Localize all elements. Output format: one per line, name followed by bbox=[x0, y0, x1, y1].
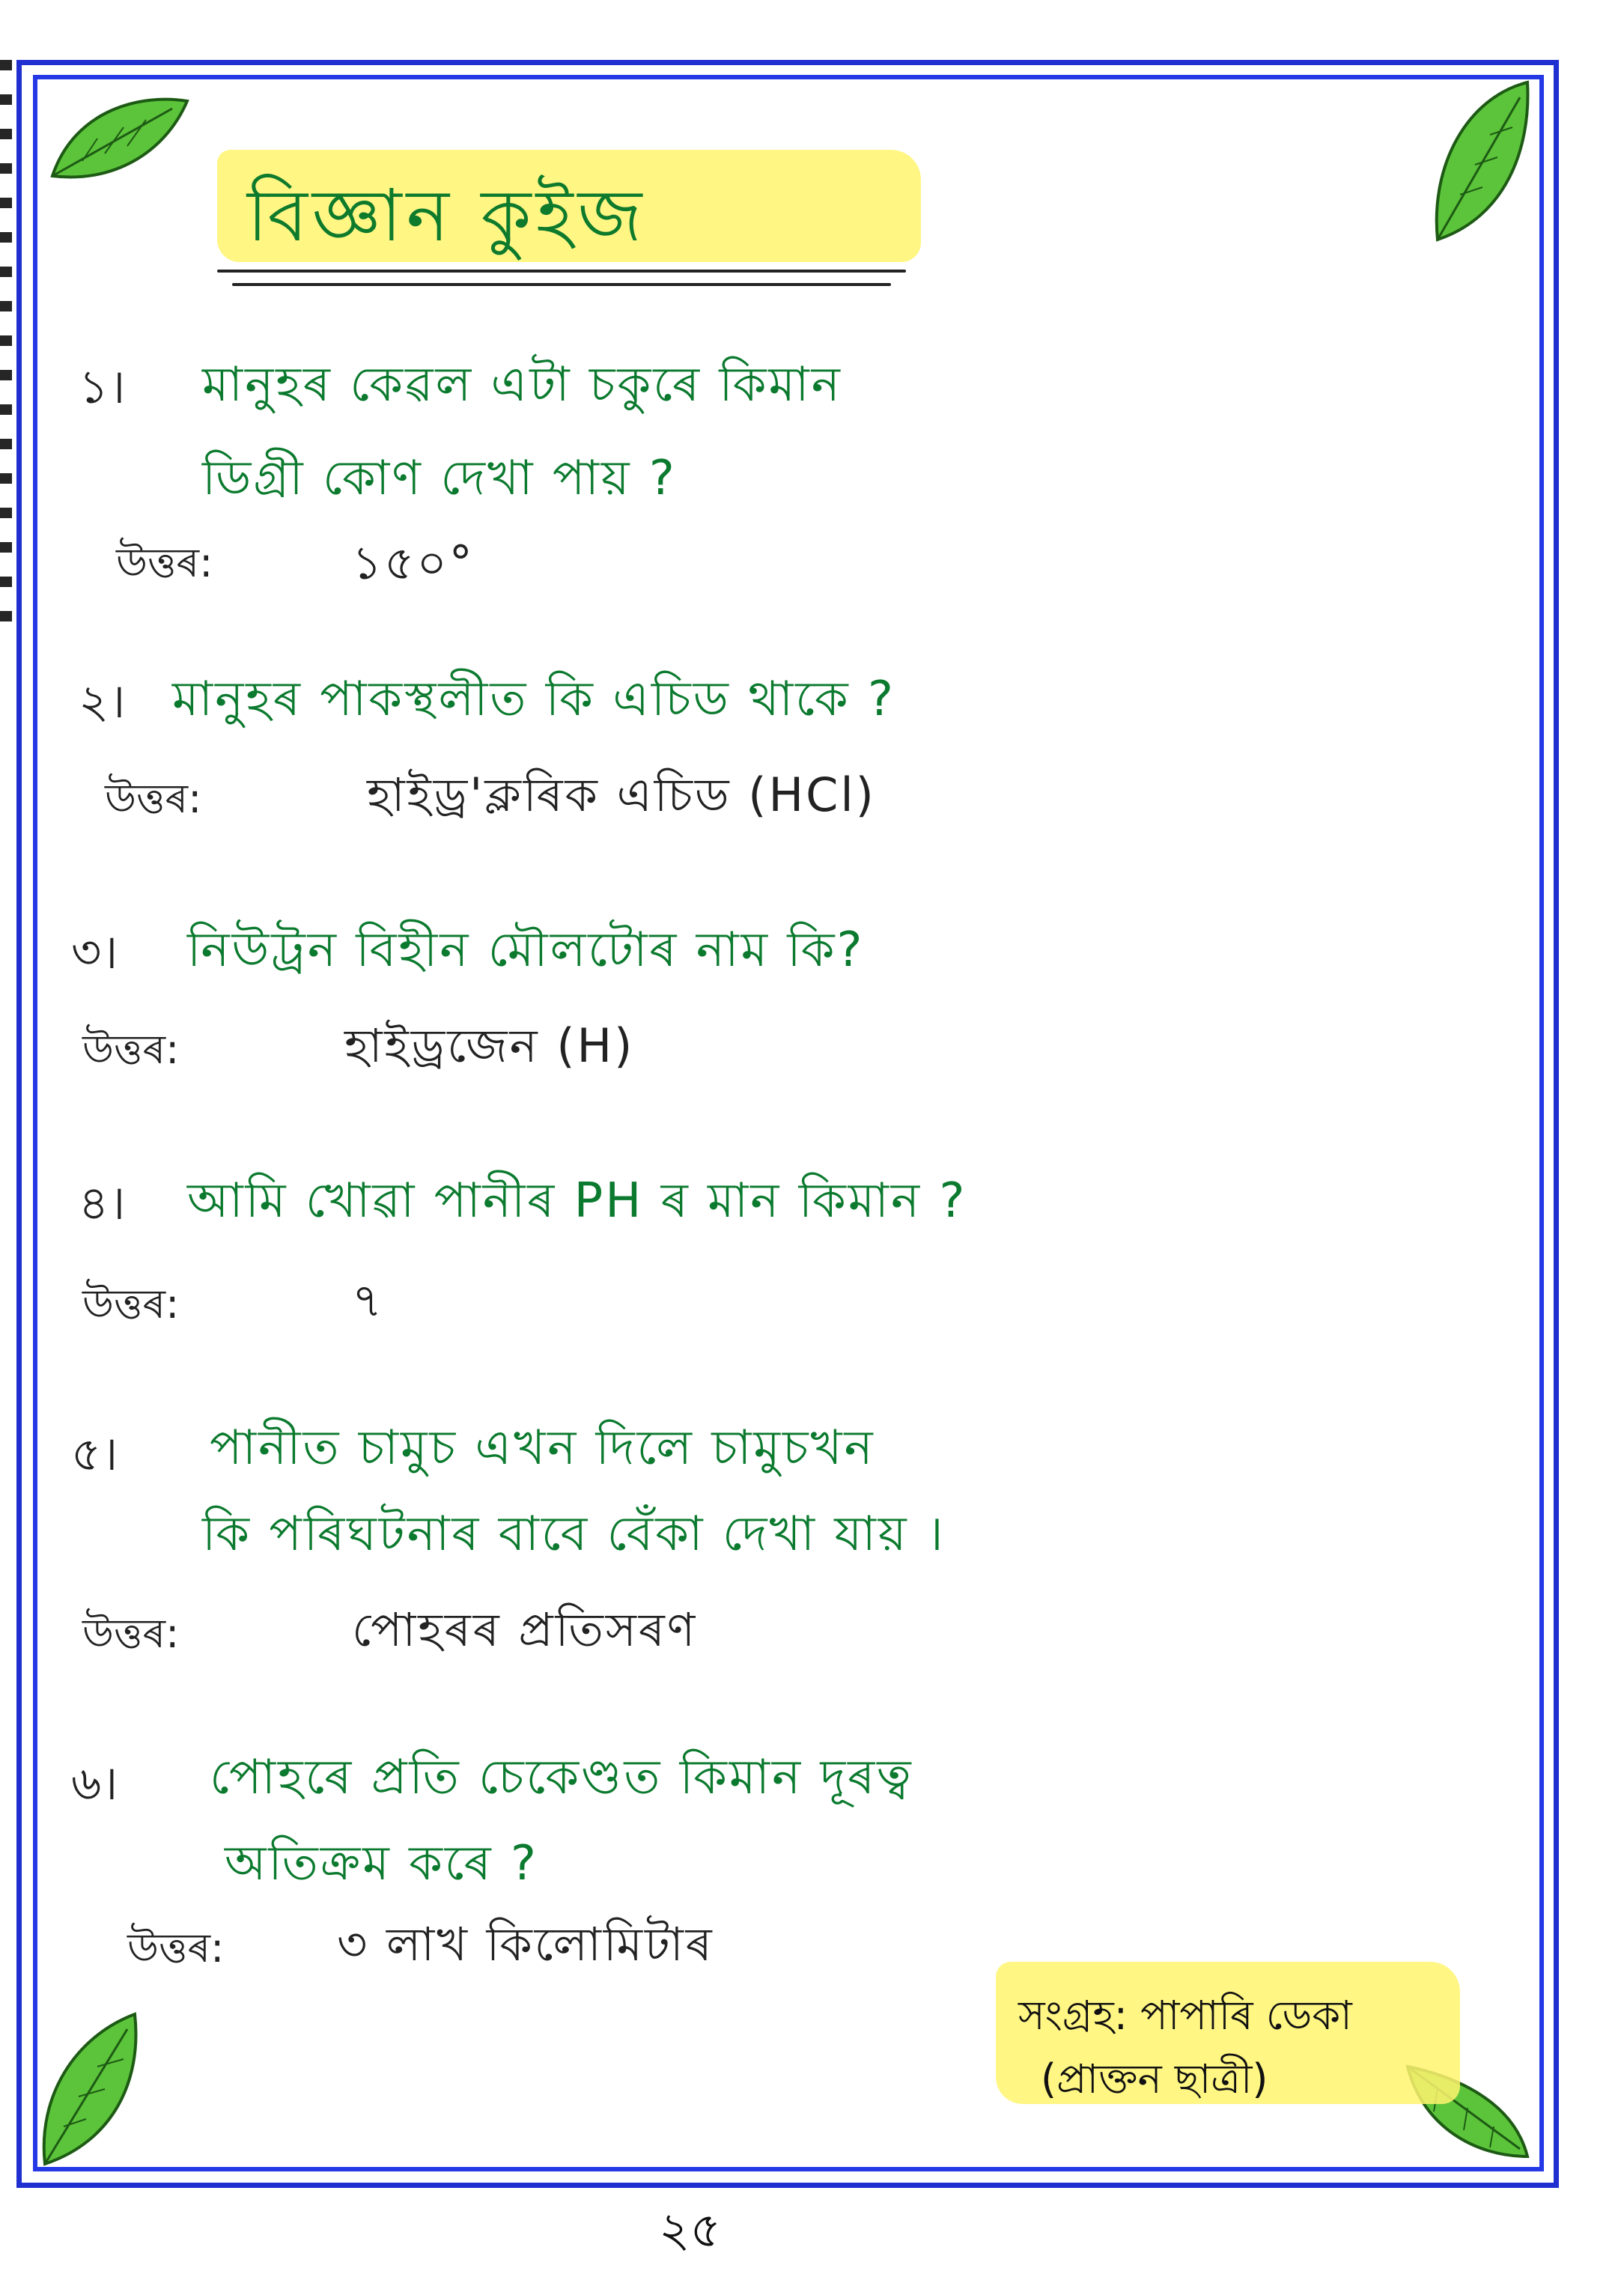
answer-text: হাইড্ৰ'ক্লৰিক এচিড (HCl) bbox=[367, 767, 876, 822]
answer-label: উত্তৰ: bbox=[82, 1280, 180, 1328]
title-block bbox=[217, 150, 936, 292]
question-number: ৬। bbox=[71, 1756, 118, 1811]
title-underline bbox=[232, 283, 891, 286]
question-text: মানুহৰ পাকস্থলীত কি এচিড থাকে ? bbox=[172, 672, 896, 727]
question-text: পোহৰে প্ৰতি চেকেণ্ডত কিমান দূৰত্ব bbox=[210, 1750, 913, 1805]
title-underline bbox=[217, 270, 906, 273]
question-text: কি পৰিঘটনাৰ বাবে বেঁকা দেখা যায় । bbox=[202, 1507, 946, 1562]
credit-role: (প্ৰাক্তন ছাত্ৰী) bbox=[1041, 2055, 1268, 2103]
question-text: আমি খোৱা পানীৰ PH ৰ মান কিমান ? bbox=[187, 1173, 967, 1229]
answer-text: ৩ লাখ কিলোমিটাৰ bbox=[337, 1917, 714, 1971]
answer-label: উত্তৰ: bbox=[127, 1924, 225, 1971]
question-text: মানুহৰ কেৱল এটা চকুৰে কিমান bbox=[202, 357, 842, 413]
question-number: ৩। bbox=[71, 925, 118, 979]
answer-label: উত্তৰ: bbox=[116, 539, 213, 586]
punch-holes bbox=[0, 60, 12, 644]
question-text: নিউট্ৰন বিহীন মৌলটোৰ নাম কি? bbox=[187, 922, 865, 978]
page-title: বিজ্ঞান কুইজ bbox=[247, 174, 647, 258]
answer-label: উত্তৰ: bbox=[82, 1610, 180, 1657]
question-number: ৫। bbox=[71, 1426, 118, 1481]
question-text: অতিক্ৰম কৰে ? bbox=[225, 1836, 538, 1891]
question-text: ডিগ্ৰী কোণ দেখা পায় ? bbox=[202, 451, 677, 506]
answer-text: ১৫০° bbox=[352, 535, 475, 590]
answer-label: উত্তৰ: bbox=[82, 1026, 180, 1073]
question-number: ৪। bbox=[79, 1176, 126, 1230]
question-number: ১। bbox=[79, 359, 126, 414]
leaf-icon bbox=[1423, 75, 1535, 247]
page-number: ২৫ bbox=[659, 2203, 722, 2258]
question-number: ২। bbox=[79, 674, 126, 729]
answer-text: পোহৰৰ প্ৰতিসৰণ bbox=[352, 1602, 698, 1657]
question-text: পানীত চামুচ এখন দিলে চামুচখন bbox=[210, 1420, 875, 1476]
leaf-icon bbox=[45, 86, 195, 191]
answer-text: ৭ bbox=[352, 1273, 385, 1328]
answer-text: হাইড্ৰজেন (H) bbox=[344, 1018, 635, 1073]
leaf-icon bbox=[30, 2007, 150, 2171]
answer-label: উত্তৰ: bbox=[105, 775, 202, 822]
credit-collector: সংগ্ৰহ: পাপাৰি ডেকা bbox=[1018, 1992, 1352, 2039]
